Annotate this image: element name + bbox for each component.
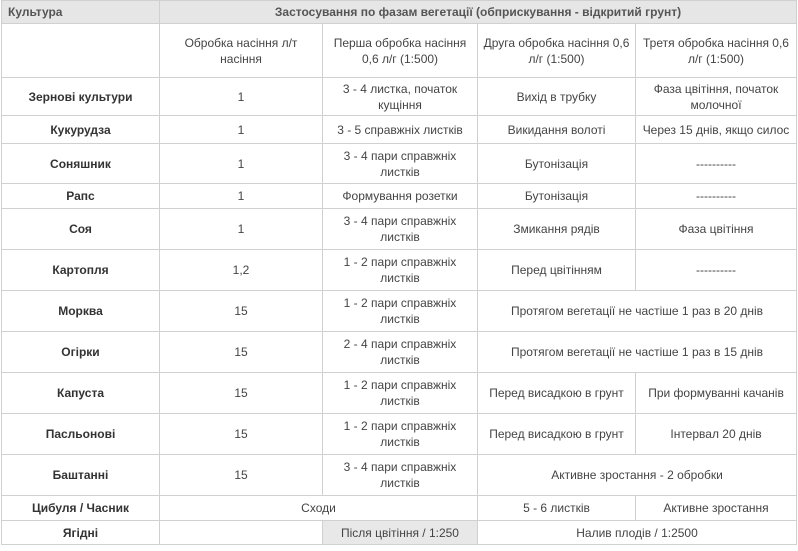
seed-rate: 1: [160, 78, 323, 116]
subheader-third-treatment: Третя обробка насіння 0,6 л/г (1:500): [636, 24, 797, 78]
table-row: [2, 332, 797, 373]
second-treatment: 5 - 6 листків: [478, 496, 636, 521]
seed-rate: 15: [160, 291, 323, 332]
first-treatment: Після цвітіння / 1:250: [323, 521, 478, 545]
first-treatment: 3 - 4 пари справжніх листків: [323, 209, 478, 250]
third-treatment: Фаза цвітіння: [636, 209, 797, 250]
merged-treatment: Протягом вегетації не частіше 1 раз в 20 днів: [478, 291, 797, 332]
first-treatment: Сходи: [160, 496, 478, 521]
crop-name: Цибуля / Часник: [2, 496, 160, 521]
crop-name: Капуста: [2, 373, 160, 414]
second-treatment: Бутонізація: [478, 184, 636, 209]
first-treatment: 3 - 4 пари справжніх листків: [323, 144, 478, 184]
crop-name: Баштанні: [2, 455, 160, 496]
table-row: [2, 116, 797, 144]
first-treatment: 2 - 4 пари справжніх листків: [323, 332, 478, 373]
table-subheader-row: [2, 24, 797, 78]
table-row: [2, 144, 797, 184]
second-treatment: Вихід в трубку: [478, 78, 636, 116]
first-treatment: 1 - 2 пари справжніх листків: [323, 250, 478, 291]
table-row: [2, 373, 797, 414]
first-treatment: 3 - 4 листка, початок кущіння: [323, 78, 478, 116]
table-row: [2, 291, 797, 332]
first-treatment: 1 - 2 пари справжніх листків: [323, 373, 478, 414]
third-treatment: Фаза цвітіння, початок молочної: [636, 78, 797, 116]
third-treatment: Активне зростання: [636, 496, 797, 521]
subheader-seed-treatment: Обробка насіння л/т насіння: [160, 24, 323, 78]
crop-name: Ягідні: [2, 521, 160, 545]
second-treatment: Перед висадкою в грунт: [478, 414, 636, 455]
crop-name: Рапс: [2, 184, 160, 209]
subheader-second-treatment: Друга обробка насіння 0,6 л/г (1:500): [478, 24, 636, 78]
table-row: [2, 250, 797, 291]
crop-name: Соняшник: [2, 144, 160, 184]
third-treatment: Інтервал 20 днів: [636, 414, 797, 455]
table-row: [2, 78, 797, 116]
crop-treatment-table: [1, 0, 797, 545]
seed-rate: 1: [160, 184, 323, 209]
subheader-empty: [2, 24, 160, 78]
crop-name: Огірки: [2, 332, 160, 373]
seed-rate: 15: [160, 414, 323, 455]
merged-treatment: Налив плодів / 1:2500: [478, 521, 797, 545]
crop-name: Морква: [2, 291, 160, 332]
seed-rate: 1: [160, 209, 323, 250]
merged-treatment: Протягом вегетації не частіше 1 раз в 15 днів: [478, 332, 797, 373]
second-treatment: Перед висадкою в грунт: [478, 373, 636, 414]
crop-name: Пасльонові: [2, 414, 160, 455]
first-treatment: 3 - 4 пари справжніх листків: [323, 455, 478, 496]
crop-name: Соя: [2, 209, 160, 250]
crop-name: Кукурудза: [2, 116, 160, 144]
merged-treatment: Активне зростання - 2 обробки: [478, 455, 797, 496]
crop-name: Картопля: [2, 250, 160, 291]
second-treatment: Перед цвітінням: [478, 250, 636, 291]
second-treatment: Змикання рядів: [478, 209, 636, 250]
first-treatment: 1 - 2 пари справжніх листків: [323, 414, 478, 455]
header-phases: Застосування по фазам вегетації (обприскування - відкритий грунт): [160, 1, 797, 24]
seed-rate: 1,2: [160, 250, 323, 291]
table-row: [2, 521, 797, 545]
third-treatment: ----------: [636, 184, 797, 209]
third-treatment: ----------: [636, 250, 797, 291]
third-treatment: Через 15 днів, якщо силос: [636, 116, 797, 144]
table-row: [2, 209, 797, 250]
seed-rate: 15: [160, 332, 323, 373]
first-treatment: 3 - 5 справжніх листків: [323, 116, 478, 144]
table-row: [2, 455, 797, 496]
header-crop: Культура: [2, 1, 160, 24]
second-treatment: Бутонізація: [478, 144, 636, 184]
first-treatment: 1 - 2 пари справжніх листків: [323, 291, 478, 332]
first-treatment: Формування розетки: [323, 184, 478, 209]
seed-rate: 15: [160, 373, 323, 414]
seed-rate: 1: [160, 116, 323, 144]
third-treatment: При формуванні качанів: [636, 373, 797, 414]
table-row: [2, 184, 797, 209]
crop-name: Зернові культури: [2, 78, 160, 116]
seed-rate-empty: [160, 521, 323, 545]
seed-rate: 15: [160, 455, 323, 496]
subheader-first-treatment: Перша обробка насіння 0,6 л/г (1:500): [323, 24, 478, 78]
third-treatment: ----------: [636, 144, 797, 184]
table-header-row: [2, 1, 797, 24]
second-treatment: Викидання волоті: [478, 116, 636, 144]
table-row: [2, 414, 797, 455]
seed-rate: 1: [160, 144, 323, 184]
table-row: [2, 496, 797, 521]
